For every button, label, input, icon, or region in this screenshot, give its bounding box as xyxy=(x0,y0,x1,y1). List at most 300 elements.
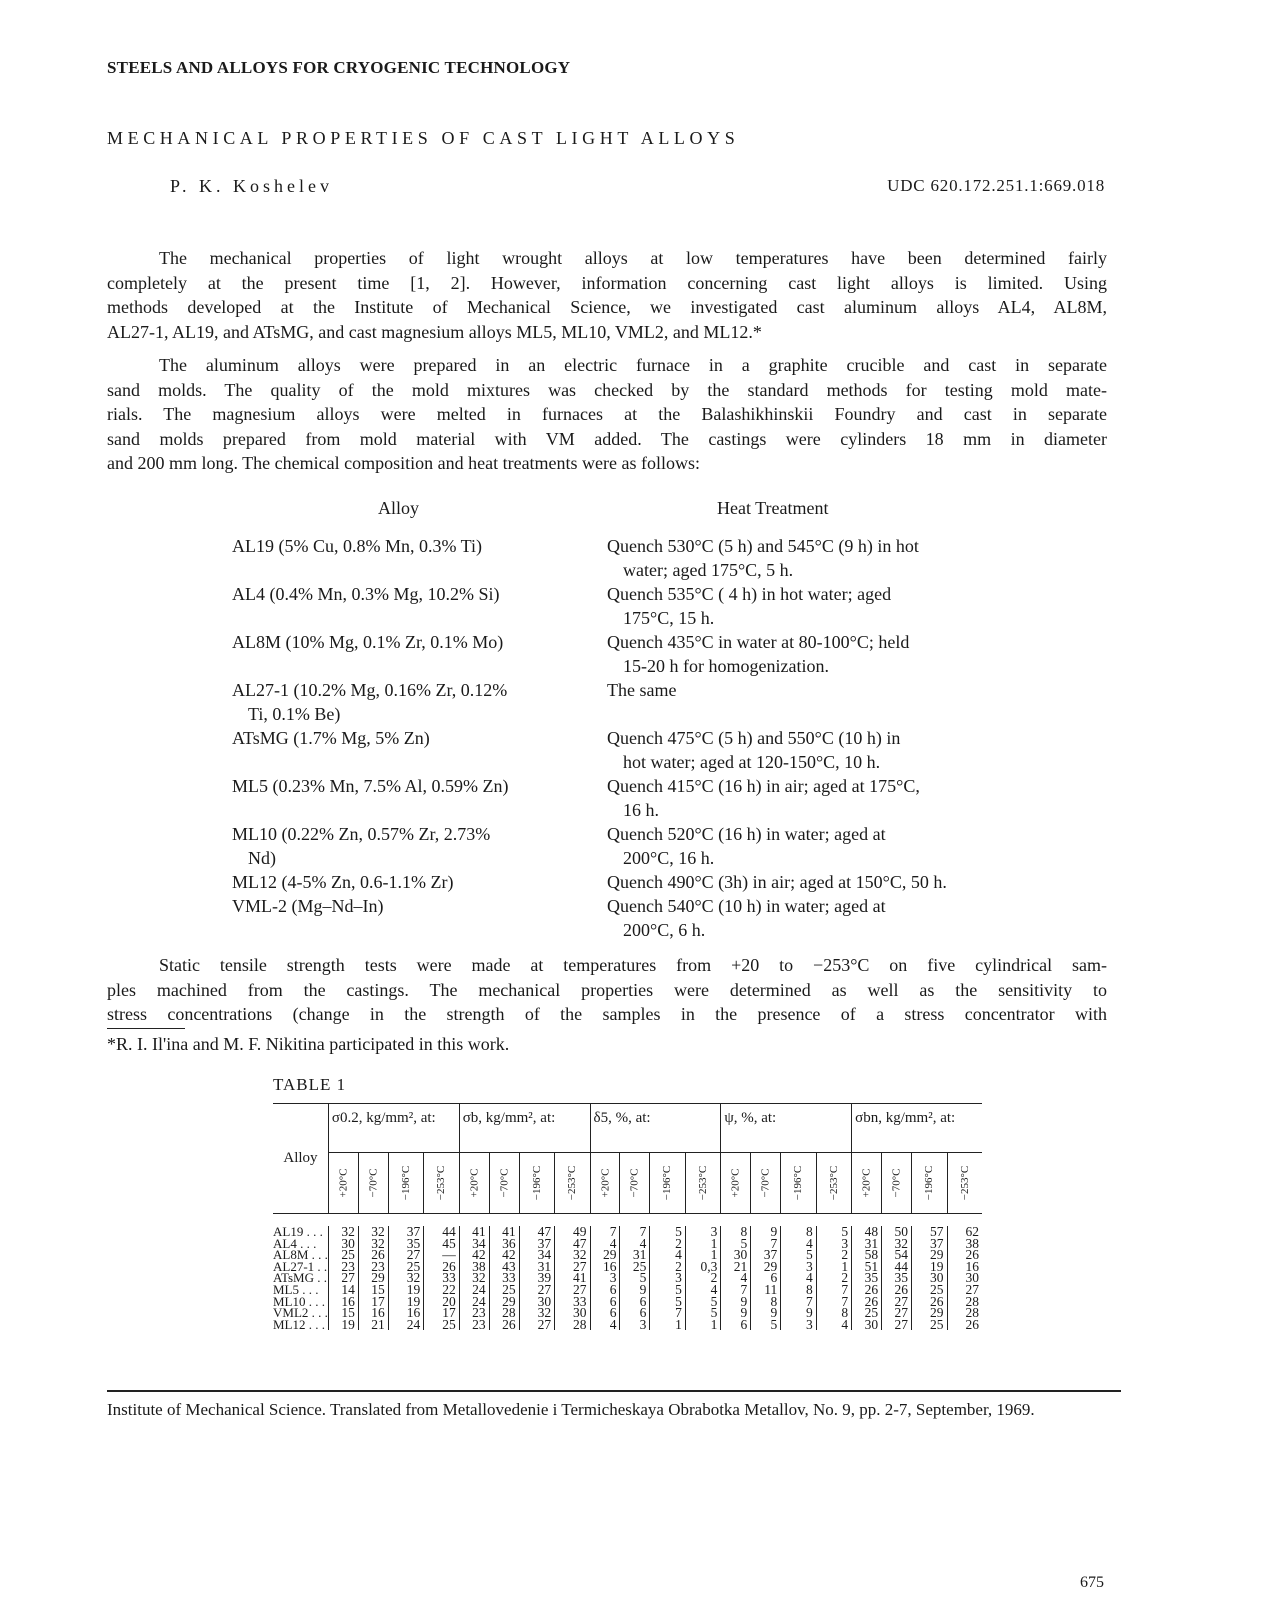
text-line: AL27-1, AL19, and ATsMG, and cast magnesium alloys ML5, ML10, VML2, and ML12.* xyxy=(107,321,762,342)
column-group-header: σb, kg/mm², at: xyxy=(459,1104,590,1153)
treatment-line: 175°C, 15 h. xyxy=(623,608,715,628)
value-cell: 58 xyxy=(852,1249,882,1261)
value-cell: 5 xyxy=(816,1226,851,1238)
treatment-line: water; aged 175°C, 5 h. xyxy=(623,560,794,580)
value-cell: 3 xyxy=(781,1319,816,1331)
value-cell: 19 xyxy=(388,1296,423,1308)
value-cell: 7 xyxy=(751,1238,781,1250)
value-cell: 9 xyxy=(620,1284,650,1296)
value-cell: 27 xyxy=(555,1261,590,1273)
value-cell: 25 xyxy=(328,1249,358,1261)
value-cell: 19 xyxy=(388,1284,423,1296)
alloy-cell: AL4 . . . xyxy=(273,1235,317,1251)
value-cell: 37 xyxy=(519,1238,554,1250)
temperature-label: −253°C xyxy=(435,1165,448,1201)
value-cell: 7 xyxy=(781,1296,816,1308)
value-cell: 33 xyxy=(489,1272,519,1284)
value-cell: 16 xyxy=(590,1261,620,1273)
value-cell: 27 xyxy=(519,1319,554,1331)
value-cell: 7 xyxy=(816,1284,851,1296)
value-cell: 22 xyxy=(424,1284,459,1296)
table-1 xyxy=(273,1103,979,1332)
text-line: sand molds. The quality of the mold mixtures was checked by the standard methods for testing mold mate- xyxy=(107,379,1107,400)
temperature-label: −196°C xyxy=(923,1165,936,1201)
value-cell: 4 xyxy=(781,1272,816,1284)
value-cell: 3 xyxy=(650,1272,685,1284)
value-cell: 35 xyxy=(388,1238,423,1250)
value-cell: 5 xyxy=(650,1296,685,1308)
value-cell: 4 xyxy=(685,1284,720,1296)
heat-table-header-alloy: Alloy xyxy=(378,498,420,518)
temperature-header xyxy=(328,1153,358,1214)
value-cell: 14 xyxy=(328,1284,358,1296)
treatment-line: 200°C, 16 h. xyxy=(623,848,715,868)
value-cell: 62 xyxy=(947,1226,982,1238)
value-cell: 21 xyxy=(358,1319,388,1331)
value-cell: 47 xyxy=(555,1238,590,1250)
temperature-header xyxy=(882,1153,912,1214)
value-cell: 50 xyxy=(882,1226,912,1238)
alloy-cell: ATsMG . . xyxy=(273,1270,327,1286)
temperature-header xyxy=(519,1153,554,1214)
temperature-label: −70°C xyxy=(498,1168,511,1198)
value-cell: 25 xyxy=(489,1284,519,1296)
value-cell: 44 xyxy=(882,1261,912,1273)
column-header-alloy: Alloy xyxy=(273,1104,328,1214)
temperature-header xyxy=(650,1153,685,1214)
temperature-header xyxy=(489,1153,519,1214)
value-cell: 30 xyxy=(555,1307,590,1319)
value-cell: 17 xyxy=(358,1296,388,1308)
value-cell: 35 xyxy=(852,1272,882,1284)
treatment-line: Quench 530°C (5 h) and 545°C (9 h) in hot xyxy=(607,536,919,556)
value-cell: 25 xyxy=(912,1319,947,1331)
value-cell: 8 xyxy=(781,1284,816,1296)
alloy-cell: ML12 . . . xyxy=(273,1316,325,1332)
value-cell: 28 xyxy=(555,1319,590,1331)
treatment-text xyxy=(607,678,1027,702)
alloy-line: AL4 (0.4% Mn, 0.3% Mg, 10.2% Si) xyxy=(232,584,500,604)
value-cell: 11 xyxy=(751,1284,781,1296)
value-cell: 20 xyxy=(424,1296,459,1308)
value-cell: 7 xyxy=(620,1226,650,1238)
value-cell: 2 xyxy=(816,1249,851,1261)
value-cell: 2 xyxy=(816,1272,851,1284)
value-cell: 42 xyxy=(459,1249,489,1261)
alloy-line: ML12 (4-5% Zn, 0.6-1.1% Zr) xyxy=(232,872,454,892)
temperature-header xyxy=(721,1153,751,1214)
value-cell: 9 xyxy=(721,1296,751,1308)
value-cell: 34 xyxy=(519,1249,554,1261)
value-cell: 37 xyxy=(388,1226,423,1238)
temperature-label: −70°C xyxy=(628,1168,641,1198)
value-cell: 30 xyxy=(852,1319,882,1331)
value-cell: 25 xyxy=(388,1261,423,1273)
value-cell: 27 xyxy=(388,1249,423,1261)
value-cell: 47 xyxy=(519,1226,554,1238)
treatment-line: 15-20 h for homogenization. xyxy=(623,656,829,676)
value-cell: 3 xyxy=(620,1319,650,1331)
value-cell: 1 xyxy=(685,1249,720,1261)
alloy-line: Ti, 0.1% Be) xyxy=(248,704,341,724)
text-line: stress concentrations (change in the strength of the samples in the presence of a stress concentrator with xyxy=(107,1004,1107,1024)
value-cell: 6 xyxy=(590,1284,620,1296)
value-cell: 49 xyxy=(555,1226,590,1238)
temperature-header xyxy=(685,1153,720,1214)
value-cell: 2 xyxy=(650,1238,685,1250)
page-number: 675 xyxy=(1080,1574,1104,1591)
alloy-line: AL19 (5% Cu, 0.8% Mn, 0.3% Ti) xyxy=(232,536,483,556)
value-cell: 4 xyxy=(816,1319,851,1331)
text-line: ples machined from the castings. The mechanical properties were determined as well as the sensitivity to xyxy=(107,979,1107,1000)
treatment-line: The same xyxy=(607,680,677,700)
temperature-header xyxy=(852,1153,882,1214)
value-cell: 8 xyxy=(781,1226,816,1238)
alloy-line: ATsMG (1.7% Mg, 5% Zn) xyxy=(232,728,430,748)
value-cell: 1 xyxy=(685,1238,720,1250)
value-cell: 30 xyxy=(519,1296,554,1308)
paragraph-3 xyxy=(107,953,1107,1027)
value-cell: 27 xyxy=(882,1319,912,1331)
treatment-line: Quench 490°C (3h) in air; aged at 150°C, 50 h. xyxy=(607,872,947,892)
alloy-cell: AL27-1 . . xyxy=(273,1258,328,1274)
treatment-text xyxy=(607,894,1027,942)
alloy-composition xyxy=(232,870,592,894)
value-cell: 1 xyxy=(650,1319,685,1331)
temperature-header xyxy=(590,1153,620,1214)
value-cell: 38 xyxy=(947,1238,982,1250)
alloy-composition xyxy=(232,894,592,918)
column-group-header: δ5, %, at: xyxy=(590,1104,721,1153)
treatment-line: Quench 475°C (5 h) and 550°C (10 h) in xyxy=(607,728,901,748)
value-cell: 39 xyxy=(519,1272,554,1284)
value-cell: 4 xyxy=(620,1238,650,1250)
text-line: rials. The magnesium alloys were melted in furnaces at the Balashikhinskii Foundry and cast in separate xyxy=(107,404,1107,424)
value-cell: 37 xyxy=(751,1249,781,1261)
value-cell: 29 xyxy=(912,1249,947,1261)
temperature-label: +20°C xyxy=(729,1168,742,1198)
article-title: MECHANICAL PROPERTIES OF CAST LIGHT ALLOYS xyxy=(107,128,740,148)
value-cell: 8 xyxy=(816,1307,851,1319)
value-cell: 6 xyxy=(620,1296,650,1308)
temperature-header xyxy=(459,1153,489,1214)
column-group-header: ψ, %, at: xyxy=(721,1104,852,1153)
value-cell: 44 xyxy=(424,1226,459,1238)
value-cell: 26 xyxy=(424,1261,459,1273)
treatment-text xyxy=(607,582,1027,630)
value-cell: 24 xyxy=(388,1319,423,1331)
value-cell: 26 xyxy=(947,1319,982,1331)
value-cell: 54 xyxy=(882,1249,912,1261)
value-cell: 41 xyxy=(489,1226,519,1238)
text-line: completely at the present time [1, 2]. However, information concerning cast light alloys is limited. Using xyxy=(107,272,1107,293)
value-cell: 1 xyxy=(816,1261,851,1273)
value-cell: 26 xyxy=(358,1249,388,1261)
value-cell: 32 xyxy=(555,1249,590,1261)
value-cell: 15 xyxy=(328,1307,358,1319)
value-cell: 16 xyxy=(388,1307,423,1319)
value-cell: 29 xyxy=(751,1261,781,1273)
footnote: *R. I. Il'ina and M. F. Nikitina participated in this work. xyxy=(107,1034,510,1054)
value-cell: 8 xyxy=(751,1296,781,1308)
value-cell: 0,3 xyxy=(685,1261,720,1273)
value-cell: 24 xyxy=(459,1296,489,1308)
value-cell: 24 xyxy=(459,1284,489,1296)
value-cell: 4 xyxy=(650,1249,685,1261)
value-cell: 17 xyxy=(424,1307,459,1319)
value-cell: 23 xyxy=(459,1319,489,1331)
value-cell: 30 xyxy=(947,1272,982,1284)
value-cell: 19 xyxy=(328,1319,358,1331)
temperature-label: +20°C xyxy=(598,1168,611,1198)
author: P. K. Koshelev xyxy=(170,176,333,196)
value-cell: 9 xyxy=(781,1307,816,1319)
value-cell: 25 xyxy=(852,1307,882,1319)
value-cell: 32 xyxy=(328,1226,358,1238)
treatment-line: 200°C, 6 h. xyxy=(623,920,706,940)
value-cell: 32 xyxy=(459,1272,489,1284)
temperature-label: −196°C xyxy=(400,1165,413,1201)
treatment-line: Quench 540°C (10 h) in water; aged at xyxy=(607,896,886,916)
value-cell: 5 xyxy=(650,1226,685,1238)
value-cell: 32 xyxy=(882,1238,912,1250)
value-cell: 26 xyxy=(852,1296,882,1308)
treatment-text xyxy=(607,534,1027,582)
value-cell: 29 xyxy=(912,1307,947,1319)
temperature-label: −196°C xyxy=(661,1165,674,1201)
treatment-text xyxy=(607,630,1027,678)
value-cell: — xyxy=(424,1249,459,1261)
bottom-rule xyxy=(107,1390,1121,1392)
alloy-cell: VML2 . . . xyxy=(273,1305,328,1321)
temperature-header xyxy=(388,1153,423,1214)
value-cell: 23 xyxy=(459,1307,489,1319)
data-table xyxy=(273,1103,982,1330)
alloy-line: Nd) xyxy=(248,848,276,868)
text-line: The mechanical properties of light wrought alloys at low temperatures have been determined fairly xyxy=(159,248,1107,268)
text-line: methods developed at the Institute of Mechanical Science, we investigated cast aluminum alloys AL4, AL8M, xyxy=(107,297,1107,317)
value-cell: 23 xyxy=(358,1261,388,1273)
value-cell: 32 xyxy=(358,1238,388,1250)
text-line: and 200 mm long. The chemical composition and heat treatments were as follows: xyxy=(107,453,701,473)
value-cell: 37 xyxy=(912,1238,947,1250)
treatment-line: Quench 415°C (16 h) in air; aged at 175°C, xyxy=(607,776,920,796)
temperature-label: −253°C xyxy=(958,1165,971,1201)
text-line: The aluminum alloys were prepared in an electric furnace in a graphite crucible and cast in separate xyxy=(159,355,1107,375)
value-cell: 51 xyxy=(852,1261,882,1273)
value-cell: 29 xyxy=(358,1272,388,1284)
treatment-text xyxy=(607,774,1027,822)
value-cell: 4 xyxy=(781,1238,816,1250)
value-cell: 23 xyxy=(328,1261,358,1273)
value-cell: 36 xyxy=(489,1238,519,1250)
value-cell: 27 xyxy=(555,1284,590,1296)
value-cell: 25 xyxy=(620,1261,650,1273)
treatment-text xyxy=(607,822,1027,870)
paragraph-1 xyxy=(107,246,1107,344)
value-cell: 26 xyxy=(489,1319,519,1331)
text-line: sand molds prepared from mold material with VM added. The castings were cylinders 18 mm in diameter xyxy=(107,428,1107,449)
alloy-line: AL27-1 (10.2% Mg, 0.16% Zr, 0.12% xyxy=(232,680,508,700)
temperature-label: −253°C xyxy=(566,1165,579,1201)
treatment-text xyxy=(607,870,1027,894)
value-cell: 3 xyxy=(685,1226,720,1238)
value-cell: 33 xyxy=(555,1296,590,1308)
value-cell: 41 xyxy=(555,1272,590,1284)
value-cell: 45 xyxy=(424,1238,459,1250)
value-cell: 26 xyxy=(912,1296,947,1308)
temperature-label: +20°C xyxy=(468,1168,481,1198)
value-cell: 31 xyxy=(519,1261,554,1273)
value-cell: 3 xyxy=(781,1261,816,1273)
value-cell: 26 xyxy=(947,1249,982,1261)
treatment-line: 16 h. xyxy=(623,800,659,820)
value-cell: 30 xyxy=(912,1272,947,1284)
temperature-label: −196°C xyxy=(792,1165,805,1201)
temperature-label: −70°C xyxy=(367,1168,380,1198)
value-cell: 30 xyxy=(721,1249,751,1261)
value-cell: 6 xyxy=(721,1319,751,1331)
alloy-composition xyxy=(232,582,592,606)
temperature-header xyxy=(555,1153,590,1214)
temperature-label: −253°C xyxy=(827,1165,840,1201)
value-cell: 32 xyxy=(388,1272,423,1284)
value-cell: 7 xyxy=(816,1296,851,1308)
value-cell: 3 xyxy=(590,1272,620,1284)
value-cell: 5 xyxy=(650,1284,685,1296)
value-cell: 7 xyxy=(590,1226,620,1238)
value-cell: 27 xyxy=(882,1296,912,1308)
udc-code: UDC 620.172.251.1:669.018 xyxy=(887,176,1105,195)
temperature-header xyxy=(781,1153,816,1214)
value-cell: 16 xyxy=(358,1307,388,1319)
value-cell: 21 xyxy=(721,1261,751,1273)
treatment-line: hot water; aged at 120-150°C, 10 h. xyxy=(623,752,881,772)
value-cell: 9 xyxy=(751,1307,781,1319)
treatment-line: Quench 435°C in water at 80-100°C; held xyxy=(607,632,910,652)
value-cell: 29 xyxy=(590,1249,620,1261)
temperature-label: −253°C xyxy=(697,1165,710,1201)
value-cell: 5 xyxy=(685,1296,720,1308)
footnote-rule xyxy=(107,1028,185,1029)
value-cell: 7 xyxy=(721,1284,751,1296)
running-head: STEELS AND ALLOYS FOR CRYOGENIC TECHNOLOGY xyxy=(107,58,571,77)
value-cell: 6 xyxy=(590,1307,620,1319)
temperature-header xyxy=(424,1153,459,1214)
value-cell: 26 xyxy=(882,1284,912,1296)
alloy-cell: AL19 . . . xyxy=(273,1224,323,1239)
alloy-line: ML5 (0.23% Mn, 7.5% Al, 0.59% Zn) xyxy=(232,776,509,796)
alloy-composition xyxy=(232,774,592,798)
alloy-composition xyxy=(232,726,592,750)
value-cell: 48 xyxy=(852,1226,882,1238)
temperature-header xyxy=(816,1153,851,1214)
alloy-cell: ML10 . . . xyxy=(273,1293,325,1309)
value-cell: 28 xyxy=(947,1296,982,1308)
alloy-line: AL8M (10% Mg, 0.1% Zr, 0.1% Mo) xyxy=(232,632,504,652)
alloy-cell: AL8M . . . xyxy=(273,1247,328,1263)
value-cell: 4 xyxy=(590,1238,620,1250)
value-cell: 2 xyxy=(650,1261,685,1273)
value-cell: 31 xyxy=(852,1238,882,1250)
temperature-label: −70°C xyxy=(759,1168,772,1198)
value-cell: 3 xyxy=(816,1238,851,1250)
alloy-composition xyxy=(232,678,592,726)
value-cell: 57 xyxy=(912,1226,947,1238)
value-cell: 30 xyxy=(328,1238,358,1250)
temperature-header xyxy=(912,1153,947,1214)
value-cell: 16 xyxy=(947,1261,982,1273)
value-cell: 26 xyxy=(852,1284,882,1296)
value-cell: 7 xyxy=(650,1307,685,1319)
value-cell: 19 xyxy=(912,1261,947,1273)
value-cell: 9 xyxy=(751,1226,781,1238)
value-cell: 2 xyxy=(685,1272,720,1284)
treatment-text xyxy=(607,726,1027,774)
value-cell: 25 xyxy=(912,1284,947,1296)
value-cell: 38 xyxy=(459,1261,489,1273)
value-cell: 32 xyxy=(519,1307,554,1319)
text-line: Static tensile strength tests were made at temperatures from +20 to −253°C on five cylindrical sam- xyxy=(159,955,1107,975)
value-cell: 28 xyxy=(947,1307,982,1319)
value-cell: 16 xyxy=(328,1296,358,1308)
alloy-composition xyxy=(232,822,592,870)
alloy-cell: ML5 . . . xyxy=(273,1281,319,1297)
value-cell: 43 xyxy=(489,1261,519,1273)
value-cell: 15 xyxy=(358,1284,388,1296)
column-group-header: σ0.2, kg/mm², at: xyxy=(328,1104,459,1153)
value-cell: 5 xyxy=(685,1307,720,1319)
value-cell: 4 xyxy=(590,1319,620,1331)
column-group-header: σbn, kg/mm², at: xyxy=(852,1104,982,1153)
temperature-label: −196°C xyxy=(530,1165,543,1201)
value-cell: 31 xyxy=(620,1249,650,1261)
value-cell: 35 xyxy=(882,1272,912,1284)
temperature-header xyxy=(751,1153,781,1214)
alloy-line: ML10 (0.22% Zn, 0.57% Zr, 2.73% xyxy=(232,824,491,844)
value-cell: 8 xyxy=(721,1226,751,1238)
heat-table-header-treatment: Heat Treatment xyxy=(717,498,829,518)
table-row xyxy=(273,1319,982,1331)
temperature-label: +20°C xyxy=(337,1168,350,1198)
temperature-header xyxy=(358,1153,388,1214)
value-cell: 5 xyxy=(751,1319,781,1331)
value-cell: 6 xyxy=(751,1272,781,1284)
value-cell: 32 xyxy=(358,1226,388,1238)
value-cell: 25 xyxy=(424,1319,459,1331)
value-cell: 42 xyxy=(489,1249,519,1261)
value-cell: 5 xyxy=(721,1238,751,1250)
credit-line: Institute of Mechanical Science. Translated from Metallovedenie i Termicheskaya Obrabotka Metallov, No. 9, pp. 2-7, September, 1969. xyxy=(107,1400,1035,1419)
value-cell: 27 xyxy=(328,1272,358,1284)
value-cell: 33 xyxy=(424,1272,459,1284)
value-cell: 6 xyxy=(590,1296,620,1308)
alloy-composition xyxy=(232,534,592,558)
value-cell: 27 xyxy=(519,1284,554,1296)
value-cell: 4 xyxy=(721,1272,751,1284)
treatment-line: Quench 520°C (16 h) in water; aged at xyxy=(607,824,886,844)
temperature-header xyxy=(620,1153,650,1214)
temperature-header xyxy=(947,1153,982,1214)
value-cell: 27 xyxy=(882,1307,912,1319)
alloy-line: VML-2 (Mg–Nd–In) xyxy=(232,896,384,916)
value-cell: 34 xyxy=(459,1238,489,1250)
temperature-label: −70°C xyxy=(890,1168,903,1198)
paragraph-2 xyxy=(107,353,1107,476)
value-cell: 27 xyxy=(947,1284,982,1296)
alloy-composition xyxy=(232,630,592,654)
value-cell: 5 xyxy=(620,1272,650,1284)
